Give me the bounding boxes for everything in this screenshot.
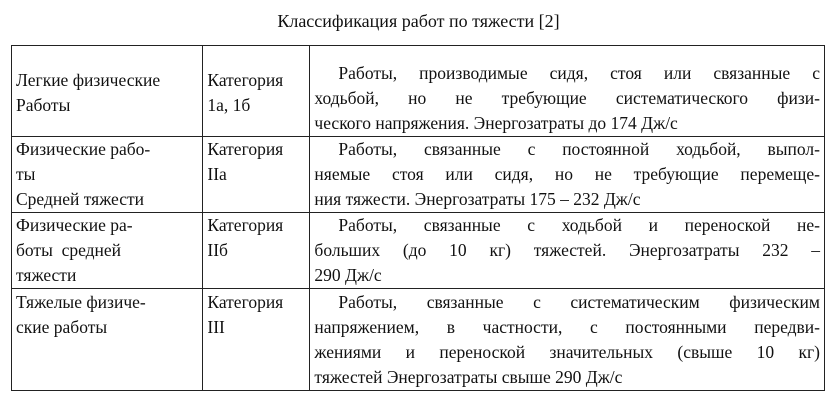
cell-line: ческого напряжения. Энергозатраты до 174 Дж/с (314, 113, 678, 133)
category-cell (203, 137, 310, 213)
cell-line: ходьбой, но не требующие систематического физи- (314, 88, 820, 108)
cell-line: Тяжелые физиче- (16, 292, 146, 312)
cell-line: IIб (207, 240, 228, 260)
cell-line: IIа (207, 164, 227, 184)
cell-line: 290 Дж/с (314, 265, 382, 285)
cell-line: Категория (207, 292, 284, 312)
cell-line: жениями и переноской значительных (свыше 10 кг) (314, 342, 820, 362)
cell-line: Работы, связанные с ходьбой и переноской не- (338, 215, 820, 235)
table-row (12, 46, 825, 137)
cell-line: напряжением, в частности, с постоянными передви- (314, 317, 820, 337)
cell-line: Физические рабо- (16, 139, 151, 159)
cell-line: няемые стоя или сидя, но не требующие перемеще- (314, 164, 820, 184)
cell-line: III (207, 317, 225, 337)
work-type-cell (12, 137, 203, 213)
cell-line: ния тяжести. Энергозатраты 175 – 232 Дж/с (314, 189, 641, 209)
table-title: Классификация работ по тяжести [2] (277, 11, 560, 31)
cell-line: ские работы (16, 317, 108, 337)
description-cell (310, 289, 825, 391)
cell-line: 1а, 1б (207, 95, 251, 115)
table-row (12, 213, 825, 289)
cell-line: тяжести (16, 265, 77, 285)
cell-line: Работы, связанные с постоянной ходьбой, выпол- (338, 139, 820, 159)
table-row (12, 289, 825, 391)
cell-line: Средней тяжести (16, 189, 145, 209)
cell-line: Легкие физические (16, 70, 161, 90)
category-cell (203, 213, 310, 289)
cell-line: боты средней (16, 240, 122, 260)
work-type-cell (12, 46, 203, 137)
cell-line: ты (16, 164, 36, 184)
description-cell (310, 46, 825, 137)
description-cell (310, 137, 825, 213)
cell-line: больших (до 10 кг) тяжестей. Энергозатраты 232 – (314, 240, 820, 260)
description-cell (310, 213, 825, 289)
cell-line: Работы (16, 95, 71, 115)
category-cell (203, 289, 310, 391)
cell-line: Работы, связанные с систематическим физическим (338, 292, 820, 312)
cell-line: Категория (207, 215, 284, 235)
cell-line: Категория (207, 139, 284, 159)
cell-line: тяжестей Энергозатраты свыше 290 Дж/с (314, 367, 623, 387)
work-type-cell (12, 289, 203, 391)
cell-line: Категория (207, 70, 284, 90)
work-type-cell (12, 213, 203, 289)
table-row (12, 137, 825, 213)
work-classification-table (11, 45, 825, 391)
cell-line: Работы, производимые сидя, стоя или связанные с (338, 63, 820, 83)
cell-line: Физические ра- (16, 215, 133, 235)
category-cell (203, 46, 310, 137)
